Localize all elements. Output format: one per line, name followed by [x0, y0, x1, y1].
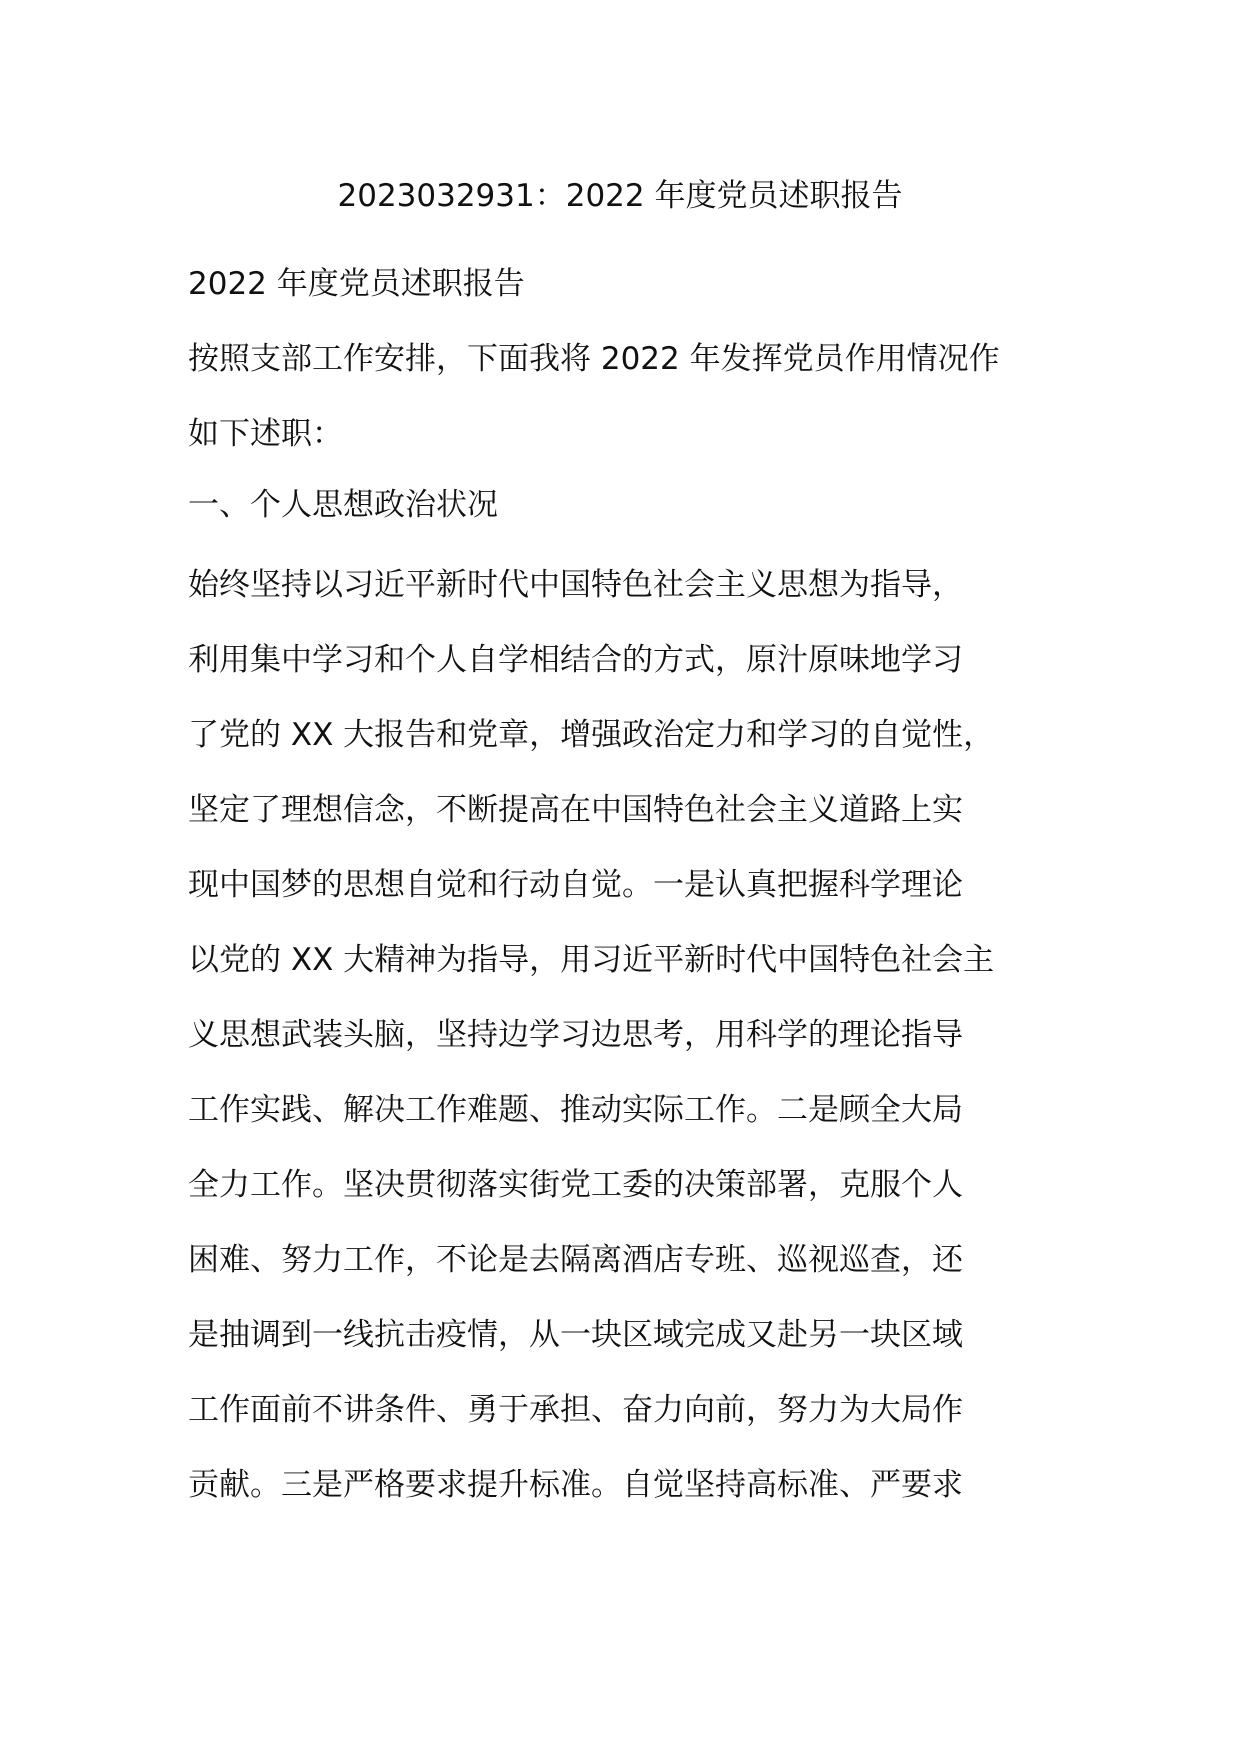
document-title: 2023032931：2022 年度党员述职报告	[337, 178, 903, 214]
document-subtitle: 2022 年度党员述职报告	[188, 266, 525, 302]
body-line: 坚定了理想信念，不断提高在中国特色社会主义道路上实	[188, 792, 963, 828]
body-line: 义思想武装头脑，坚持边学习边思考，用科学的理论指导	[188, 1017, 963, 1053]
body-line: 利用集中学习和个人自学相结合的方式，原汁原味地学习	[188, 642, 963, 678]
body-line: 现中国梦的思想自觉和行动自觉。一是认真把握科学理论	[188, 867, 963, 903]
body-line: 工作面前不讲条件、勇于承担、奋力向前，努力为大局作	[188, 1392, 963, 1428]
body-line: 贡献。三是严格要求提升标准。自觉坚持高标准、严要求	[188, 1467, 963, 1503]
section-heading: 一、个人思想政治状况	[188, 487, 498, 523]
body-line: 工作实践、解决工作难题、推动实际工作。二是顾全大局	[188, 1092, 963, 1128]
body-line: 了党的 XX 大报告和党章，增强政治定力和学习的自觉性，	[188, 717, 995, 753]
intro-line: 如下述职：	[188, 416, 343, 452]
intro-paragraph	[188, 322, 1058, 472]
body-line: 以党的 XX 大精神为指导，用习近平新时代中国特色社会主	[188, 942, 995, 978]
body-line: 全力工作。坚决贯彻落实街党工委的决策部署，克服个人	[188, 1167, 963, 1203]
body-paragraph	[188, 548, 1058, 1523]
body-line: 是抽调到一线抗击疫情，从一块区域完成又赴另一块区域	[188, 1317, 963, 1353]
body-line: 始终坚持以习近平新时代中国特色社会主义思想为指导，	[188, 567, 963, 603]
intro-line: 按照支部工作安排，下面我将 2022 年发挥党员作用情况作	[188, 341, 1000, 377]
body-line: 困难、努力工作，不论是去隔离酒店专班、巡视巡查，还	[188, 1242, 963, 1278]
